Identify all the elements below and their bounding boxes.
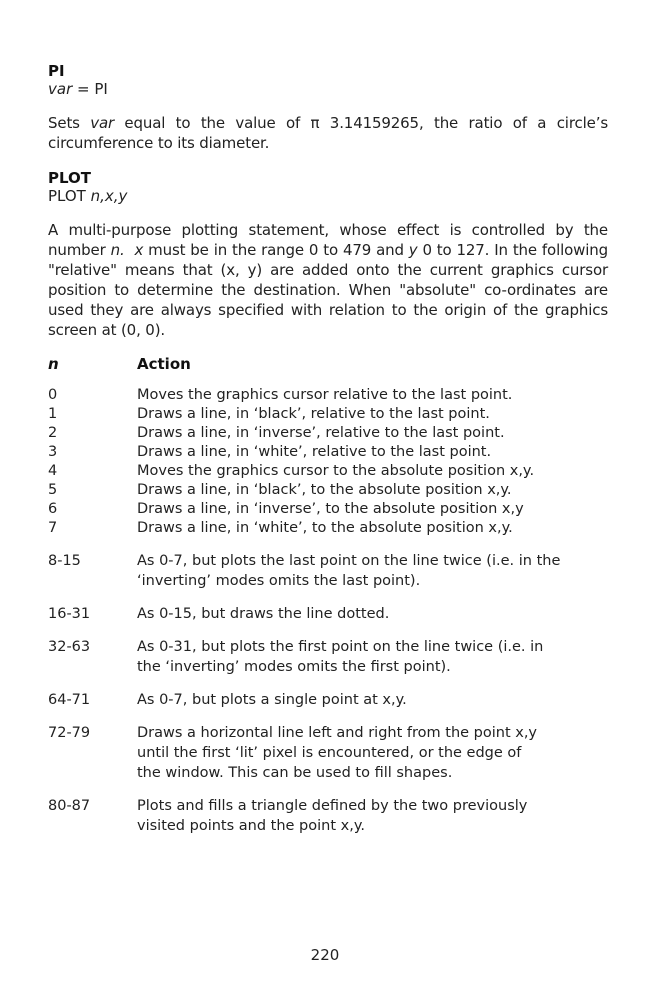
table-row xyxy=(48,481,608,500)
row-n: 7 xyxy=(48,520,58,536)
plot-desc-x: x xyxy=(134,241,144,259)
simple-rows xyxy=(48,386,608,538)
range-row-group xyxy=(48,796,608,836)
table-row xyxy=(48,723,608,783)
row-n: 32-63 xyxy=(48,639,91,655)
plot-desc-y: y xyxy=(408,241,418,259)
row-action: Moves the graphics cursor to the absolute position x,y. xyxy=(137,463,535,479)
table-row xyxy=(48,637,608,677)
plot-desc-text: A multi-purpose plotting statement, whose effect is controlled by the number xyxy=(48,221,608,259)
pi-syntax xyxy=(48,80,608,99)
table-row xyxy=(48,405,608,424)
row-n: 8-15 xyxy=(48,553,81,569)
table-row xyxy=(48,462,608,481)
plot-desc-space xyxy=(125,241,135,259)
table-row xyxy=(48,500,608,519)
row-n: 80-87 xyxy=(48,798,91,814)
row-n: 3 xyxy=(48,444,58,460)
row-n: 72-79 xyxy=(48,725,91,741)
row-action: As 0-15, but draws the line dotted. xyxy=(137,606,390,622)
plot-entry xyxy=(48,169,608,836)
plot-desc-n: n. xyxy=(110,241,125,259)
header-action: Action xyxy=(137,355,191,373)
row-action: As 0-7, but plots a single point at x,y. xyxy=(137,692,407,708)
row-action: Draws a horizontal line left and right from the point x,y until the first ‘lit’ pixel is encountered, or the edge of the window. This can be used to fill shapes. xyxy=(137,725,538,781)
row-action: Plots and fills a triangle defined by the two previously visited points and the point x,y. xyxy=(137,798,528,834)
range-row-group xyxy=(48,604,608,624)
plot-description xyxy=(48,220,608,340)
row-n: 5 xyxy=(48,482,58,498)
pi-syntax-var: var xyxy=(48,80,73,98)
pi-description xyxy=(48,113,608,153)
plot-syntax xyxy=(48,187,608,206)
table-row xyxy=(48,690,608,710)
table-row xyxy=(48,519,608,538)
plot-syntax-args: n,x,y xyxy=(90,187,128,205)
row-n: 4 xyxy=(48,463,58,479)
plot-desc-text-3: 0 to 127. In the following "relative" means that (x, y) are added onto the current graphics cursor position to determine the destination. When "absolute" co-ordinates are used they are always specified with relation to the origin of the graphics screen at (0, 0). xyxy=(48,241,609,339)
manual-page xyxy=(48,62,608,836)
range-row-group xyxy=(48,637,608,677)
pi-desc-var: var xyxy=(90,114,115,132)
table-row xyxy=(48,604,608,624)
row-n: 1 xyxy=(48,406,58,422)
range-row-group xyxy=(48,690,608,710)
table-row xyxy=(48,424,608,443)
table-row xyxy=(48,551,608,591)
pi-desc-text: Sets xyxy=(48,114,91,132)
table-row xyxy=(48,443,608,462)
plot-desc-text-2: must be in the range 0 to 479 and xyxy=(143,241,409,259)
row-action: Moves the graphics cursor relative to the last point. xyxy=(137,387,513,403)
page-number: 220 xyxy=(310,946,340,964)
plot-syntax-keyword: PLOT xyxy=(48,187,91,205)
header-n: n xyxy=(48,355,59,373)
row-action: Draws a line, in ‘inverse’, relative to the last point. xyxy=(137,425,505,441)
row-action: Draws a line, in ‘white’, relative to the last point. xyxy=(137,444,492,460)
table-row xyxy=(48,386,608,405)
row-action: Draws a line, in ‘black’, relative to the last point. xyxy=(137,406,490,422)
row-action: As 0-31, but plots the first point on the line twice (i.e. in the ‘inverting’ modes omits the first point). xyxy=(137,639,544,675)
row-n: 64-71 xyxy=(48,692,91,708)
pi-syntax-rest: = PI xyxy=(72,80,108,98)
row-n: 6 xyxy=(48,501,58,517)
row-action: Draws a line, in ‘white’, to the absolute position x,y. xyxy=(137,520,513,536)
pi-entry xyxy=(48,62,608,153)
row-n: 0 xyxy=(48,387,58,403)
row-n: 2 xyxy=(48,425,58,441)
table-row xyxy=(48,796,608,836)
row-action: As 0-7, but plots the last point on the line twice (i.e. in the ‘inverting’ modes omits the last point). xyxy=(137,553,561,589)
row-action: Draws a line, in ‘inverse’, to the absolute position x,y xyxy=(137,501,524,517)
row-n: 16-31 xyxy=(48,606,91,622)
plot-title: PLOT xyxy=(48,169,92,187)
table-header xyxy=(48,354,608,374)
plot-action-table xyxy=(48,354,608,836)
pi-desc-text-2: equal to the value of π 3.14159265, the ratio of a circle’s circumference to its diameter. xyxy=(48,114,608,152)
range-row-group xyxy=(48,723,608,783)
row-action: Draws a line, in ‘black’, to the absolute position x,y. xyxy=(137,482,512,498)
pi-title: PI xyxy=(48,62,65,80)
range-row-group xyxy=(48,551,608,591)
